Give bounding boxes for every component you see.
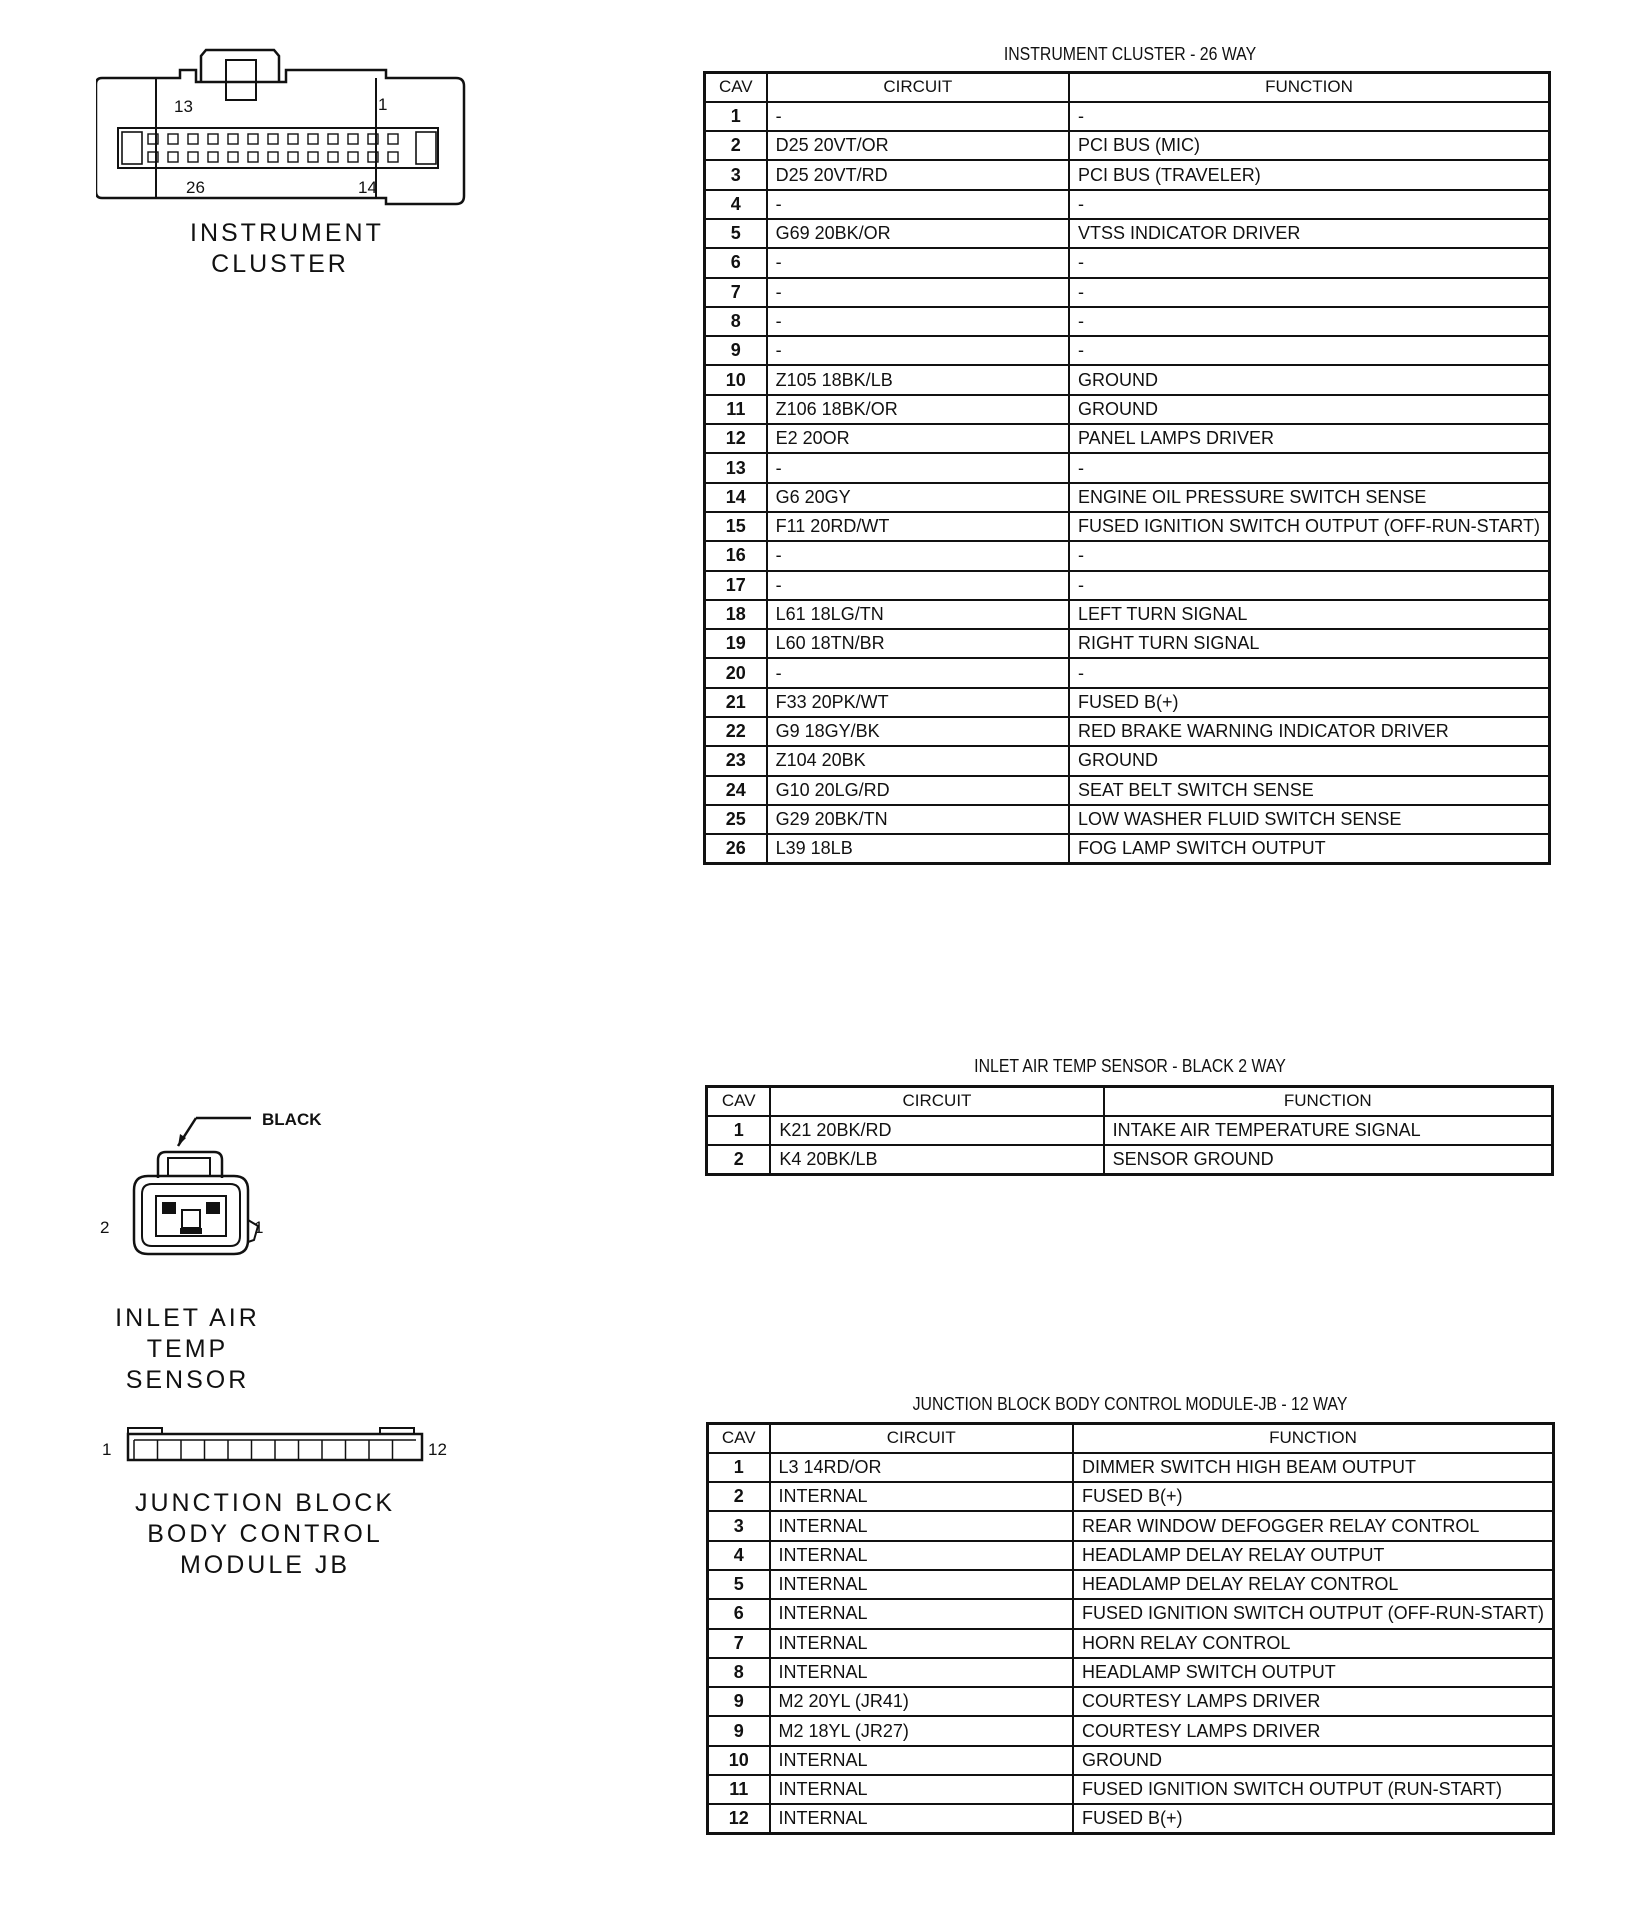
table-row (705, 190, 1550, 219)
cav-cell: 8 (708, 1658, 770, 1687)
cav-cell: 2 (705, 131, 767, 160)
function-cell: PCI BUS (MIC) (1069, 131, 1550, 160)
circuit-cell: - (767, 190, 1069, 219)
function-cell: COURTESY LAMPS DRIVER (1073, 1687, 1554, 1716)
table-row (705, 834, 1550, 863)
function-cell: HORN RELAY CONTROL (1073, 1629, 1554, 1658)
table-row (705, 600, 1550, 629)
circuit-header: CIRCUIT (767, 73, 1069, 102)
cav-cell: 14 (705, 483, 767, 512)
function-cell: FUSED IGNITION SWITCH OUTPUT (RUN-START) (1073, 1775, 1554, 1804)
table-row (705, 717, 1550, 746)
table-row (705, 746, 1550, 775)
circuit-cell: INTERNAL (770, 1482, 1074, 1511)
inlet-pin-2-label: 2 (100, 1218, 110, 1237)
function-cell: DIMMER SWITCH HIGH BEAM OUTPUT (1073, 1453, 1554, 1482)
function-cell: FUSED B(+) (1073, 1482, 1554, 1511)
circuit-cell: M2 20YL (JR41) (770, 1687, 1074, 1716)
instrument-cluster-label: INSTRUMENT CLUSTER (190, 219, 384, 278)
cav-cell: 1 (705, 102, 767, 131)
table-row (705, 512, 1550, 541)
table-row (705, 805, 1550, 834)
function-cell: - (1069, 571, 1550, 600)
instrument-cluster-table-title: INSTRUMENT CLUSTER - 26 WAY (1003, 44, 1257, 64)
table-row (708, 1541, 1554, 1570)
function-cell: PANEL LAMPS DRIVER (1069, 424, 1550, 453)
function-cell: FUSED IGNITION SWITCH OUTPUT (OFF-RUN-START) (1069, 512, 1550, 541)
table-row (708, 1570, 1554, 1599)
function-cell: - (1069, 190, 1550, 219)
table-row (705, 131, 1550, 160)
cav-cell: 7 (705, 278, 767, 307)
function-cell: ENGINE OIL PRESSURE SWITCH SENSE (1069, 483, 1550, 512)
table-header-row (708, 1424, 1554, 1453)
table-row (707, 1116, 1553, 1145)
junction-block-label: JUNCTION BLOCK BODY CONTROL MODULE JB (134, 1489, 396, 1579)
table-row (708, 1687, 1554, 1716)
junction-pin-1-label: 1 (102, 1440, 112, 1459)
table-row (705, 541, 1550, 570)
cav-cell: 25 (705, 805, 767, 834)
cav-cell: 4 (705, 190, 767, 219)
circuit-cell: - (767, 248, 1069, 277)
circuit-cell: D25 20VT/OR (767, 131, 1069, 160)
cav-cell: 2 (708, 1482, 770, 1511)
function-cell: HEADLAMP SWITCH OUTPUT (1073, 1658, 1554, 1687)
inlet-air-pinout-table (705, 1085, 1554, 1176)
circuit-cell: E2 20OR (767, 424, 1069, 453)
circuit-cell: L39 18LB (767, 834, 1069, 863)
function-cell: VTSS INDICATOR DRIVER (1069, 219, 1550, 248)
function-cell: SEAT BELT SWITCH SENSE (1069, 776, 1550, 805)
junction-block-pinout-table (706, 1422, 1555, 1835)
cav-cell: 7 (708, 1629, 770, 1658)
cav-cell: 12 (708, 1804, 770, 1833)
circuit-cell: G69 20BK/OR (767, 219, 1069, 248)
table-row (705, 160, 1550, 189)
junction-block-connector-diagram (120, 1420, 430, 1472)
circuit-cell: G10 20LG/RD (767, 776, 1069, 805)
circuit-cell: INTERNAL (770, 1599, 1074, 1628)
table-row (705, 424, 1550, 453)
inlet-pin-1-label: 1 (254, 1218, 264, 1237)
function-cell: - (1069, 453, 1550, 482)
circuit-cell: INTERNAL (770, 1629, 1074, 1658)
circuit-cell: INTERNAL (770, 1775, 1074, 1804)
table-row (708, 1716, 1554, 1745)
table-row (707, 1145, 1553, 1174)
table-row (705, 219, 1550, 248)
cav-cell: 26 (705, 834, 767, 863)
table-row (708, 1599, 1554, 1628)
cav-cell: 9 (708, 1687, 770, 1716)
circuit-cell: - (767, 453, 1069, 482)
cluster-pin-1-label: 1 (378, 95, 388, 114)
inlet-air-sensor-label: INLET AIR TEMP SENSOR (115, 1304, 260, 1394)
circuit-cell: D25 20VT/RD (767, 160, 1069, 189)
circuit-cell: L61 18LG/TN (767, 600, 1069, 629)
cluster-pin-14-label: 14 (358, 178, 377, 197)
table-row (705, 307, 1550, 336)
junction-block-table-title: JUNCTION BLOCK BODY CONTROL MODULE-JB - 12 WAY (912, 1394, 1348, 1414)
function-cell: - (1069, 278, 1550, 307)
function-cell: - (1069, 307, 1550, 336)
cav-cell: 13 (705, 453, 767, 482)
function-cell: RED BRAKE WARNING INDICATOR DRIVER (1069, 717, 1550, 746)
table-row (705, 278, 1550, 307)
function-cell: HEADLAMP DELAY RELAY OUTPUT (1073, 1541, 1554, 1570)
cav-cell: 5 (705, 219, 767, 248)
cav-cell: 15 (705, 512, 767, 541)
circuit-cell: - (767, 307, 1069, 336)
table-row (705, 102, 1550, 131)
cav-cell: 23 (705, 746, 767, 775)
table-row (705, 571, 1550, 600)
cav-cell: 8 (705, 307, 767, 336)
circuit-cell: INTERNAL (770, 1658, 1074, 1687)
cav-cell: 6 (705, 248, 767, 277)
cav-header: CAV (708, 1424, 770, 1453)
circuit-cell: - (767, 571, 1069, 600)
cav-cell: 18 (705, 600, 767, 629)
table-row (708, 1629, 1554, 1658)
circuit-cell: K21 20BK/RD (770, 1116, 1103, 1145)
circuit-cell: Z106 18BK/OR (767, 395, 1069, 424)
circuit-cell: L3 14RD/OR (770, 1453, 1074, 1482)
table-row (705, 365, 1550, 394)
function-header: FUNCTION (1073, 1424, 1554, 1453)
inlet-air-table-title: INLET AIR TEMP SENSOR - BLACK 2 WAY (974, 1056, 1286, 1076)
cav-cell: 3 (705, 160, 767, 189)
cav-cell: 16 (705, 541, 767, 570)
junction-pin-12-label: 12 (428, 1440, 447, 1459)
function-cell: GROUND (1069, 746, 1550, 775)
table-row (705, 688, 1550, 717)
table-row (705, 453, 1550, 482)
function-cell: FUSED B(+) (1069, 688, 1550, 717)
circuit-cell: Z105 18BK/LB (767, 365, 1069, 394)
table-row (708, 1804, 1554, 1833)
cav-cell: 10 (708, 1746, 770, 1775)
cav-cell: 10 (705, 365, 767, 394)
function-cell: HEADLAMP DELAY RELAY CONTROL (1073, 1570, 1554, 1599)
table-row (705, 776, 1550, 805)
cluster-pin-13-label: 13 (174, 97, 193, 116)
circuit-cell: INTERNAL (770, 1746, 1074, 1775)
circuit-header: CIRCUIT (770, 1087, 1103, 1116)
cluster-pin-26-label: 26 (186, 178, 205, 197)
cav-cell: 6 (708, 1599, 770, 1628)
circuit-cell: F33 20PK/WT (767, 688, 1069, 717)
function-cell: GROUND (1069, 365, 1550, 394)
cav-cell: 1 (708, 1453, 770, 1482)
function-header: FUNCTION (1104, 1087, 1553, 1116)
function-cell: INTAKE AIR TEMPERATURE SIGNAL (1104, 1116, 1553, 1145)
circuit-cell: K4 20BK/LB (770, 1145, 1103, 1174)
circuit-cell: INTERNAL (770, 1541, 1074, 1570)
function-cell: FUSED B(+) (1073, 1804, 1554, 1833)
circuit-cell: Z104 20BK (767, 746, 1069, 775)
circuit-cell: G6 20GY (767, 483, 1069, 512)
cav-cell: 21 (705, 688, 767, 717)
cav-cell: 9 (705, 336, 767, 365)
instrument-cluster-pinout-table (703, 71, 1551, 865)
table-header-row (705, 73, 1550, 102)
circuit-cell: - (767, 658, 1069, 687)
cav-cell: 17 (705, 571, 767, 600)
cav-cell: 5 (708, 1570, 770, 1599)
table-row (708, 1453, 1554, 1482)
function-cell: LOW WASHER FLUID SWITCH SENSE (1069, 805, 1550, 834)
cav-cell: 24 (705, 776, 767, 805)
cav-cell: 22 (705, 717, 767, 746)
circuit-cell: INTERNAL (770, 1511, 1074, 1540)
function-cell: FOG LAMP SWITCH OUTPUT (1069, 834, 1550, 863)
function-cell: - (1069, 541, 1550, 570)
table-row (708, 1775, 1554, 1804)
function-cell: - (1069, 658, 1550, 687)
circuit-cell: - (767, 541, 1069, 570)
cav-cell: 2 (707, 1145, 771, 1174)
table-row (705, 629, 1550, 658)
function-cell: SENSOR GROUND (1104, 1145, 1553, 1174)
table-row (708, 1482, 1554, 1511)
function-cell: - (1069, 336, 1550, 365)
circuit-cell: - (767, 102, 1069, 131)
inlet-callout-label: BLACK (262, 1110, 322, 1129)
circuit-cell: F11 20RD/WT (767, 512, 1069, 541)
function-header: FUNCTION (1069, 73, 1550, 102)
table-row (708, 1658, 1554, 1687)
cav-cell: 20 (705, 658, 767, 687)
cav-cell: 11 (708, 1775, 770, 1804)
circuit-cell: G9 18GY/BK (767, 717, 1069, 746)
cav-cell: 12 (705, 424, 767, 453)
circuit-cell: M2 18YL (JR27) (770, 1716, 1074, 1745)
table-row (705, 483, 1550, 512)
cav-cell: 9 (708, 1716, 770, 1745)
function-cell: LEFT TURN SIGNAL (1069, 600, 1550, 629)
function-cell: GROUND (1073, 1746, 1554, 1775)
table-row (708, 1746, 1554, 1775)
circuit-cell: INTERNAL (770, 1804, 1074, 1833)
cav-header: CAV (705, 73, 767, 102)
circuit-cell: - (767, 336, 1069, 365)
table-header-row (707, 1087, 1553, 1116)
cav-cell: 3 (708, 1511, 770, 1540)
table-row (705, 336, 1550, 365)
table-row (705, 248, 1550, 277)
circuit-cell: INTERNAL (770, 1570, 1074, 1599)
circuit-header: CIRCUIT (770, 1424, 1074, 1453)
function-cell: PCI BUS (TRAVELER) (1069, 160, 1550, 189)
table-row (705, 658, 1550, 687)
function-cell: GROUND (1069, 395, 1550, 424)
function-cell: FUSED IGNITION SWITCH OUTPUT (OFF-RUN-START) (1073, 1599, 1554, 1628)
cav-cell: 11 (705, 395, 767, 424)
circuit-cell: G29 20BK/TN (767, 805, 1069, 834)
function-cell: REAR WINDOW DEFOGGER RELAY CONTROL (1073, 1511, 1554, 1540)
cav-cell: 4 (708, 1541, 770, 1570)
table-row (705, 395, 1550, 424)
circuit-cell: - (767, 278, 1069, 307)
table-row (708, 1511, 1554, 1540)
cav-cell: 1 (707, 1116, 771, 1145)
instrument-cluster-connector-diagram (96, 48, 476, 218)
function-cell: COURTESY LAMPS DRIVER (1073, 1716, 1554, 1745)
function-cell: RIGHT TURN SIGNAL (1069, 629, 1550, 658)
cav-header: CAV (707, 1087, 771, 1116)
circuit-cell: L60 18TN/BR (767, 629, 1069, 658)
function-cell: - (1069, 248, 1550, 277)
cav-cell: 19 (705, 629, 767, 658)
function-cell: - (1069, 102, 1550, 131)
